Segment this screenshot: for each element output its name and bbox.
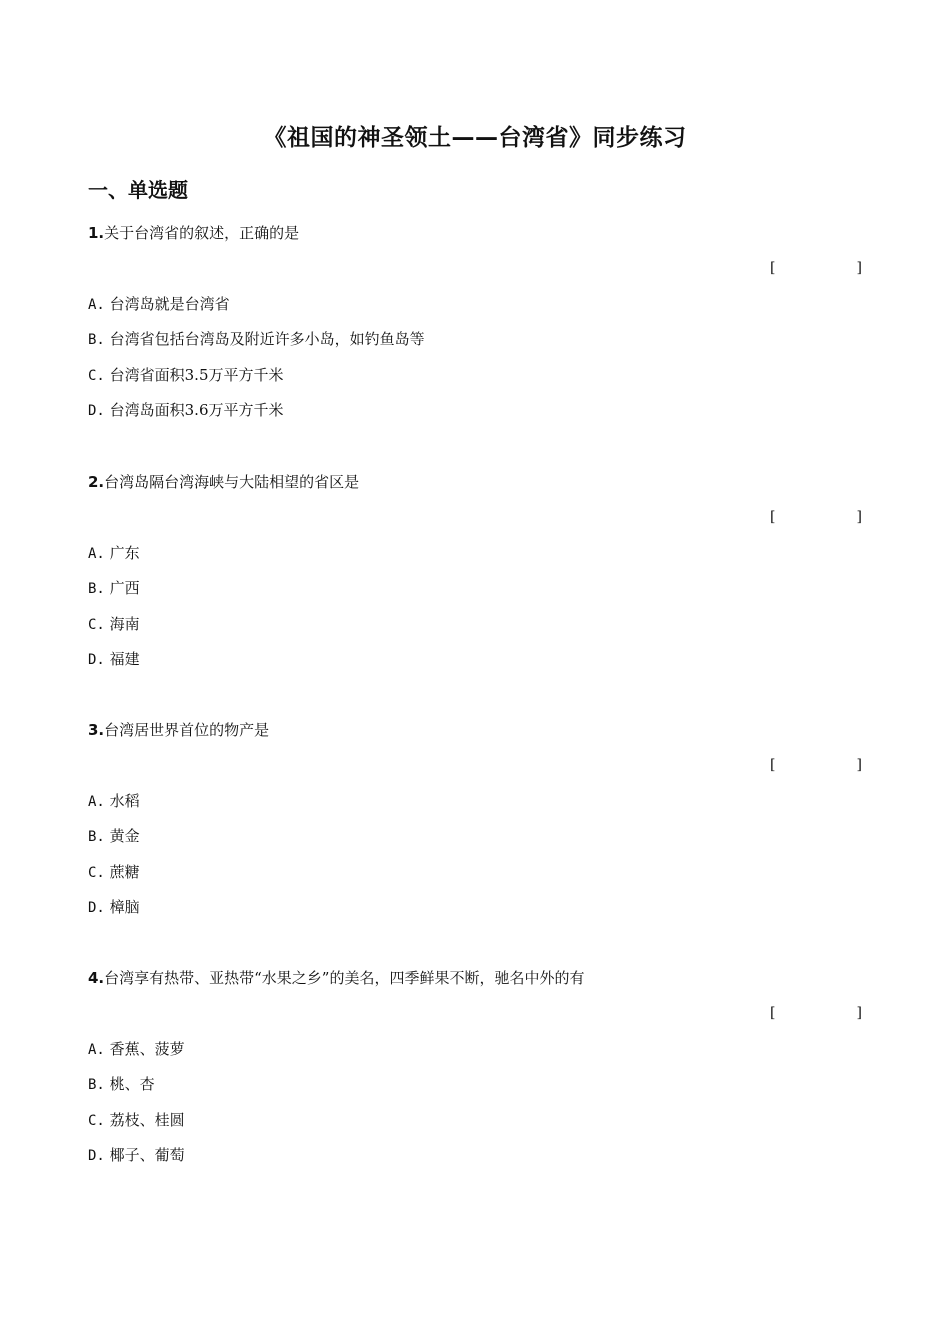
option-text: 台湾省包括台湾岛及附近许多小岛，如钓鱼岛等: [109, 330, 425, 348]
option-d: [88, 896, 140, 918]
option-a: [88, 293, 230, 315]
option-d: [88, 648, 140, 670]
option-text: 广东: [109, 544, 140, 562]
option-a: [88, 790, 140, 812]
option-c: [88, 613, 140, 635]
option-text: 水稻: [109, 792, 140, 810]
option-b: [88, 328, 425, 350]
option-letter: D.: [88, 652, 105, 668]
question-text: 台湾岛隔台湾海峡与大陆相望的省区是: [104, 473, 360, 491]
option-letter: C.: [88, 1113, 105, 1129]
question-3: [88, 719, 868, 916]
option-text: 广西: [109, 579, 140, 597]
option-text: 蔗糖: [109, 863, 140, 881]
option-text: 荔枝、桂圆: [109, 1111, 185, 1129]
option-text: 台湾岛面积3.6万平方千米: [109, 401, 284, 419]
question-number: 2.: [88, 473, 105, 491]
question-text: 台湾居世界首位的物产是: [104, 721, 270, 739]
option-letter: B.: [88, 1077, 105, 1093]
question-number: 4.: [88, 969, 105, 987]
question-stem: [88, 222, 868, 244]
option-text: 桃、杏: [109, 1075, 155, 1093]
option-text: 香蕉、菠萝: [109, 1040, 185, 1058]
option-b: [88, 577, 140, 599]
option-letter: A.: [88, 1042, 105, 1058]
option-text: 黄金: [109, 827, 140, 845]
option-c: [88, 364, 284, 386]
bracket-right: ]: [856, 757, 862, 773]
bracket-right: ]: [856, 1005, 862, 1021]
question-number: 3.: [88, 721, 105, 739]
question-number: 1.: [88, 224, 105, 242]
option-letter: B.: [88, 332, 105, 348]
question-stem: [88, 471, 868, 493]
option-letter: B.: [88, 829, 105, 845]
option-text: 樟脑: [109, 898, 140, 916]
question-text: 关于台湾省的叙述，正确的是: [104, 224, 300, 242]
option-text: 台湾省面积3.5万平方千米: [109, 366, 284, 384]
option-c: [88, 861, 140, 883]
option-a: [88, 1038, 185, 1060]
option-text: 椰子、葡萄: [109, 1146, 185, 1164]
question-1: [88, 222, 868, 419]
option-text: 海南: [109, 615, 140, 633]
question-stem: [88, 719, 868, 741]
bracket-left: [: [770, 1005, 776, 1021]
page-title: 《祖国的神圣领土——台湾省》同步练习: [263, 125, 687, 151]
option-d: [88, 1144, 185, 1166]
option-text: 福建: [109, 650, 140, 668]
question-text: 台湾享有热带、亚热带“水果之乡”的美名，四季鲜果不断，驰名中外的有: [104, 969, 585, 987]
answer-bracket: [770, 1002, 862, 1024]
answer-bracket: [770, 257, 862, 279]
option-letter: D.: [88, 1148, 105, 1164]
answer-bracket: [770, 506, 862, 528]
option-b: [88, 825, 140, 847]
option-c: [88, 1109, 185, 1131]
question-2: [88, 471, 868, 668]
option-letter: D.: [88, 900, 105, 916]
option-letter: A.: [88, 297, 105, 313]
bracket-left: [: [770, 509, 776, 525]
option-b: [88, 1073, 155, 1095]
option-a: [88, 542, 140, 564]
bracket-left: [: [770, 260, 776, 276]
option-letter: A.: [88, 794, 105, 810]
bracket-left: [: [770, 757, 776, 773]
section-heading: 一、单选题: [88, 178, 188, 202]
option-letter: C.: [88, 865, 105, 881]
option-letter: B.: [88, 581, 105, 597]
bracket-right: ]: [856, 260, 862, 276]
option-text: 台湾岛就是台湾省: [109, 295, 230, 313]
question-stem: [88, 967, 868, 989]
question-4: [88, 967, 868, 1164]
option-letter: C.: [88, 368, 105, 384]
option-letter: C.: [88, 617, 105, 633]
answer-bracket: [770, 754, 862, 776]
bracket-right: ]: [856, 509, 862, 525]
option-letter: A.: [88, 546, 105, 562]
option-letter: D.: [88, 403, 105, 419]
option-d: [88, 399, 284, 421]
